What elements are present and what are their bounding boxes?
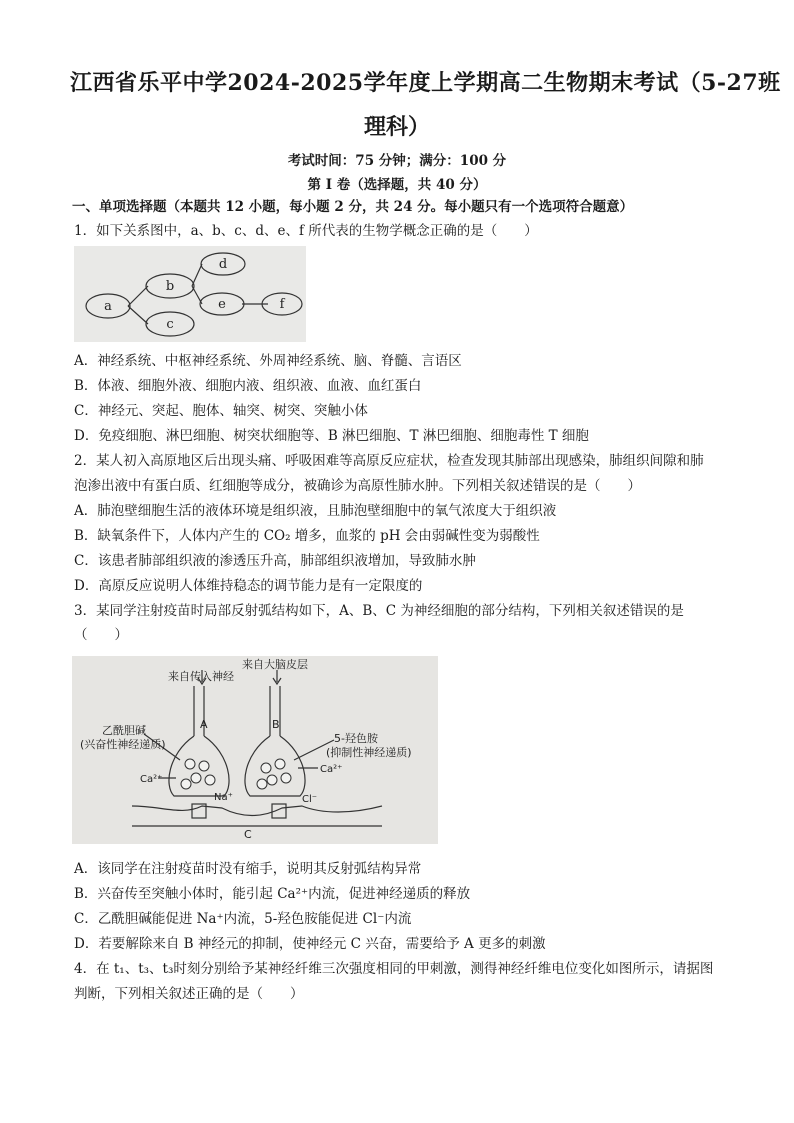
exam-title-continued: 理科） bbox=[363, 114, 430, 140]
q4-stem-line2: 判断，下列相关叙述正确的是（ ） bbox=[74, 986, 304, 1002]
label-from-cortex: 来自大脑皮层 bbox=[242, 658, 308, 671]
node-f-label: f bbox=[279, 297, 285, 312]
node-e-label: e bbox=[218, 297, 226, 312]
label-ca-right: Ca²⁺ bbox=[320, 764, 343, 775]
label-5ht-desc: (抑制性神经递质) bbox=[326, 746, 412, 759]
volume-heading: 第 I 卷（选择题，共 40 分） bbox=[307, 177, 487, 193]
q3-option-d: D．若要解除来自 B 神经元的抑制，使神经元 C 兴奋，需要给予 A 更多的刺激 bbox=[74, 936, 546, 952]
q3-option-c: C．乙酰胆碱能促进 Na⁺内流，5-羟色胺能促进 Cl⁻内流 bbox=[74, 911, 412, 927]
q1-option-a: A．神经系统、中枢神经系统、外周神经系统、脑、脊髓、言语区 bbox=[74, 353, 462, 369]
node-a-label: a bbox=[104, 299, 112, 314]
exam-title: 江西省乐平中学2024-2025学年度上学期高二生物期末考试（5-27班 bbox=[70, 70, 781, 96]
q1-option-b: B．体液、细胞外液、细胞内液、组织液、血液、血红蛋白 bbox=[74, 378, 422, 394]
q3-option-a: A．该同学在注射疫苗时没有缩手，说明其反射弧结构异常 bbox=[74, 861, 422, 877]
q2-option-a: A．肺泡壁细胞生活的液体环境是组织液，且肺泡壁细胞中的氧气浓度大于组织液 bbox=[74, 503, 557, 519]
q3-stem-line2: （ ） bbox=[74, 627, 128, 643]
q2-stem-line2: 泡渗出液中有蛋白质、红细胞等成分，被确诊为高原性肺水肿。下列相关叙述错误的是（ ） bbox=[74, 478, 641, 494]
exam-info: 考试时间：75 分钟；满分：100 分 bbox=[287, 153, 507, 169]
label-a: A bbox=[200, 718, 208, 731]
section-heading: 一、单项选择题（本题共 12 小题，每小题 2 分，共 24 分。每小题只有一个选项符合题意） bbox=[72, 199, 634, 215]
q2-stem-line1: 2．某人初入高原地区后出现头痛、呼吸困难等高原反应症状，检查发现其肺部出现感染，肺组织间隙和肺 bbox=[74, 453, 704, 469]
label-ca-left: Ca²⁺ bbox=[140, 774, 163, 785]
node-c-label: c bbox=[166, 317, 174, 332]
q3-reflex-arc-diagram bbox=[72, 656, 438, 844]
q3-stem-line1: 3．某同学注射疫苗时局部反射弧结构如下，A、B、C 为神经细胞的部分结构，下列相关叙述错误的是 bbox=[74, 603, 684, 619]
label-ach-desc: (兴奋性神经递质) bbox=[80, 738, 166, 751]
q2-option-d: D．高原反应说明人体维持稳态的调节能力是有一定限度的 bbox=[74, 578, 423, 594]
q4-stem-line1: 4．在 t₁、t₃、t₃时刻分别给予某神经纤维三次强度相同的甲刺激，测得神经纤维电位变化如图所示，请据图 bbox=[74, 961, 714, 977]
q2-option-b: B．缺氧条件下，人体内产生的 CO₂ 增多，血浆的 pH 会由弱碱性变为弱酸性 bbox=[74, 528, 540, 544]
node-d-label: d bbox=[218, 257, 228, 272]
label-b: B bbox=[272, 718, 280, 731]
label-from-afferent: 来自传入神经 bbox=[168, 670, 234, 683]
label-5ht: 5-羟色胺 bbox=[334, 732, 378, 745]
q2-option-c: C．该患者肺部组织液的渗透压升高，肺部组织液增加，导致肺水肿 bbox=[74, 553, 476, 569]
q1-option-d: D．免疫细胞、淋巴细胞、树突状细胞等、B 淋巴细胞、T 淋巴细胞、细胞毒性 T 细胞 bbox=[74, 428, 589, 444]
label-cl: Cl⁻ bbox=[302, 794, 318, 805]
q3-option-b: B．兴奋传至突触小体时，能引起 Ca²⁺内流，促进神经递质的释放 bbox=[74, 886, 471, 902]
q1-stem: 1．如下关系图中，a、b、c、d、e、f 所代表的生物学概念正确的是（ ） bbox=[74, 223, 538, 239]
q1-option-c: C．神经元、突起、胞体、轴突、树突、突触小体 bbox=[74, 403, 368, 419]
label-c: C bbox=[244, 828, 252, 841]
label-na: Na⁺ bbox=[214, 792, 233, 803]
label-ach: 乙酰胆碱 bbox=[102, 724, 146, 737]
q1-concept-diagram bbox=[74, 246, 306, 342]
node-b-label: b bbox=[165, 279, 175, 294]
